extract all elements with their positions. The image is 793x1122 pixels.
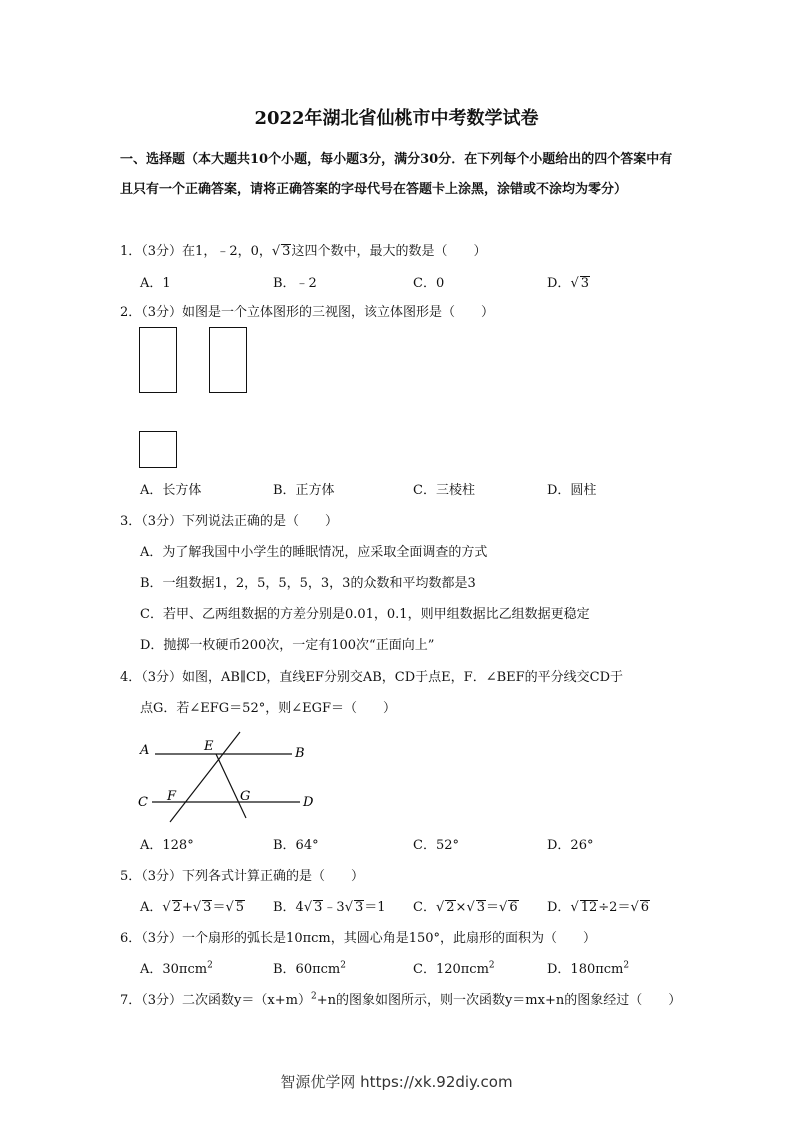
superscript: 2 xyxy=(488,960,495,971)
q6-option-d[interactable] xyxy=(547,958,629,977)
question-7-stem xyxy=(120,989,681,1008)
q1-option-d[interactable] xyxy=(547,272,590,291)
question-6-stem: 6．（3分）一个扇形的弧长是10πcm，其圆心角是150°，此扇形的面积为（ ） xyxy=(120,931,597,946)
q5-b-eq: ＝1 xyxy=(364,900,386,915)
superscript: 2 xyxy=(207,960,213,971)
parallel-lines-figure xyxy=(130,730,330,825)
q6-option-d-text: D．180πcm xyxy=(547,962,624,977)
q5-b-radicand-2: 3 xyxy=(354,900,364,915)
sqrt-symbol: √ xyxy=(271,244,281,259)
q7-stem-post: +n的图象如图所示，则一次函数y＝mx+n的图象经过（ ） xyxy=(316,993,682,1008)
q5-option-a[interactable]: A．√ 2+√ 3＝√ 5 xyxy=(140,900,245,915)
q2-option-d[interactable]: D．圆柱 xyxy=(547,483,597,498)
q5-d-radicand-2: 6 xyxy=(640,900,650,915)
q3-option-b[interactable]: B．一组数据1，2，5，5，5，3，3的众数和平均数都是3 xyxy=(140,576,476,591)
q6-option-b-text: B．60πcm xyxy=(273,962,341,977)
superscript: 2 xyxy=(623,960,630,971)
q5-c-op: × xyxy=(455,900,467,915)
q5-a-radicand-2: 3 xyxy=(203,900,212,915)
side-view-rectangle xyxy=(209,327,247,393)
q5-c-radicand-2: 3 xyxy=(476,900,486,915)
label-d: D xyxy=(303,795,314,810)
question-2-stem: 2．（3分）如图是一个立体图形的三视图，该立体图形是（ ） xyxy=(120,305,495,320)
footer-watermark: 智源优学网 https://xk.92diy.com xyxy=(280,1073,513,1091)
question-3-stem: 3．（3分）下列说法正确的是（ ） xyxy=(120,514,339,529)
q5-option-c[interactable]: C．√ 2×√ 3＝√ 6 xyxy=(413,900,518,915)
q4-option-b[interactable]: B．64° xyxy=(273,838,319,853)
q5-option-d[interactable]: D．√ 12÷2＝√ 6 xyxy=(547,900,650,915)
q6-option-a[interactable] xyxy=(140,958,213,977)
question-1-stem xyxy=(120,240,486,259)
q5-a-op: + xyxy=(181,900,193,915)
q5-b-op: ﹣3 xyxy=(323,900,345,915)
q4-option-a[interactable]: A．128° xyxy=(140,838,194,853)
sqrt-symbol: √ xyxy=(570,276,579,291)
q5-b-radicand-1: 3 xyxy=(314,900,323,915)
q5-a-radicand-1: 2 xyxy=(172,900,181,915)
q5-option-d-label: D． xyxy=(547,900,571,915)
q5-c-eq: ＝ xyxy=(486,900,500,915)
q1-option-d-radicand: 3 xyxy=(580,276,590,291)
q6-option-c-text: C．120πcm xyxy=(413,962,489,977)
section-heading: 一、选择题（本大题共10个小题，每小题3分，满分30分．在下列每个小题给出的四个答案中有且只有一个正确答案，请将正确答案的字母代号在答题卡上涂黑，涂错或不涂均为零分） xyxy=(120,152,673,197)
superscript: 2 xyxy=(340,960,346,971)
q1-option-b[interactable]: B．﹣2 xyxy=(273,276,317,291)
q1-radicand: 3 xyxy=(282,244,291,259)
q5-option-b[interactable]: B．4√ 3﹣3√ 3＝1 xyxy=(273,900,386,915)
question-4-line-2: 点G．若∠EFG＝52°，则∠EGF＝（ ） xyxy=(140,701,397,716)
q1-option-c[interactable]: C．0 xyxy=(413,276,445,291)
bisector-eg xyxy=(216,754,246,818)
q5-c-radicand-3: 6 xyxy=(509,900,518,915)
question-4-line-1: 4．（3分）如图，AB∥CD，直线EF分别交AB，CD于点E，F．∠BEF的平分线交CD于 xyxy=(120,670,624,685)
label-c: C xyxy=(138,795,148,810)
q1-stem-post: 这四个数中，最大的数是（ ） xyxy=(291,244,487,259)
superscript: 2 xyxy=(310,991,317,1002)
q1-option-a[interactable]: A．1 xyxy=(140,276,171,291)
q1-stem-pre: 1．（3分）在1，﹣2，0， xyxy=(120,244,272,259)
page-title: 2022年湖北省仙桃市中考数学试卷 xyxy=(254,108,539,129)
q5-a-eq: ＝ xyxy=(212,900,226,915)
front-view-rectangle xyxy=(139,327,177,393)
q5-option-a-label: A． xyxy=(140,900,163,915)
q5-d-radicand-1: 12 xyxy=(580,900,598,915)
q2-option-c[interactable]: C．三棱柱 xyxy=(413,483,475,498)
top-view-square xyxy=(139,431,177,468)
q4-option-d[interactable]: D．26° xyxy=(547,838,594,853)
q7-stem-pre: 7．（3分）二次函数y＝（x+m） xyxy=(120,993,311,1008)
q3-option-a[interactable]: A．为了解我国中小学生的睡眠情况，应采取全面调查的方式 xyxy=(140,545,488,560)
q5-a-radicand-3: 5 xyxy=(235,900,245,915)
label-f: F xyxy=(167,789,177,804)
q3-option-d[interactable]: D．抛掷一枚硬币200次，一定有100次“正面向上” xyxy=(140,638,435,653)
q6-option-b[interactable] xyxy=(273,958,346,977)
q3-option-c[interactable]: C．若甲、乙两组数据的方差分别是0.01，0.1，则甲组数据比乙组数据更稳定 xyxy=(140,607,590,622)
q6-option-a-text: A．30πcm xyxy=(140,962,208,977)
q5-option-c-label: C． xyxy=(413,900,436,915)
q5-option-b-label: B．4 xyxy=(273,900,304,915)
q1-option-d-label: D． xyxy=(547,276,571,291)
question-5-stem: 5．（3分）下列各式计算正确的是（ ） xyxy=(120,869,365,884)
label-a: A xyxy=(140,743,150,758)
q2-option-b[interactable]: B．正方体 xyxy=(273,483,335,498)
q4-option-c[interactable]: C．52° xyxy=(413,838,459,853)
label-e: E xyxy=(204,739,214,754)
label-g: G xyxy=(240,789,251,804)
label-b: B xyxy=(295,746,305,761)
q5-c-radicand-1: 2 xyxy=(446,900,455,915)
q2-option-a[interactable]: A．长方体 xyxy=(140,483,202,498)
q6-option-c[interactable] xyxy=(413,958,495,977)
q5-d-op: ÷2＝ xyxy=(598,900,631,915)
